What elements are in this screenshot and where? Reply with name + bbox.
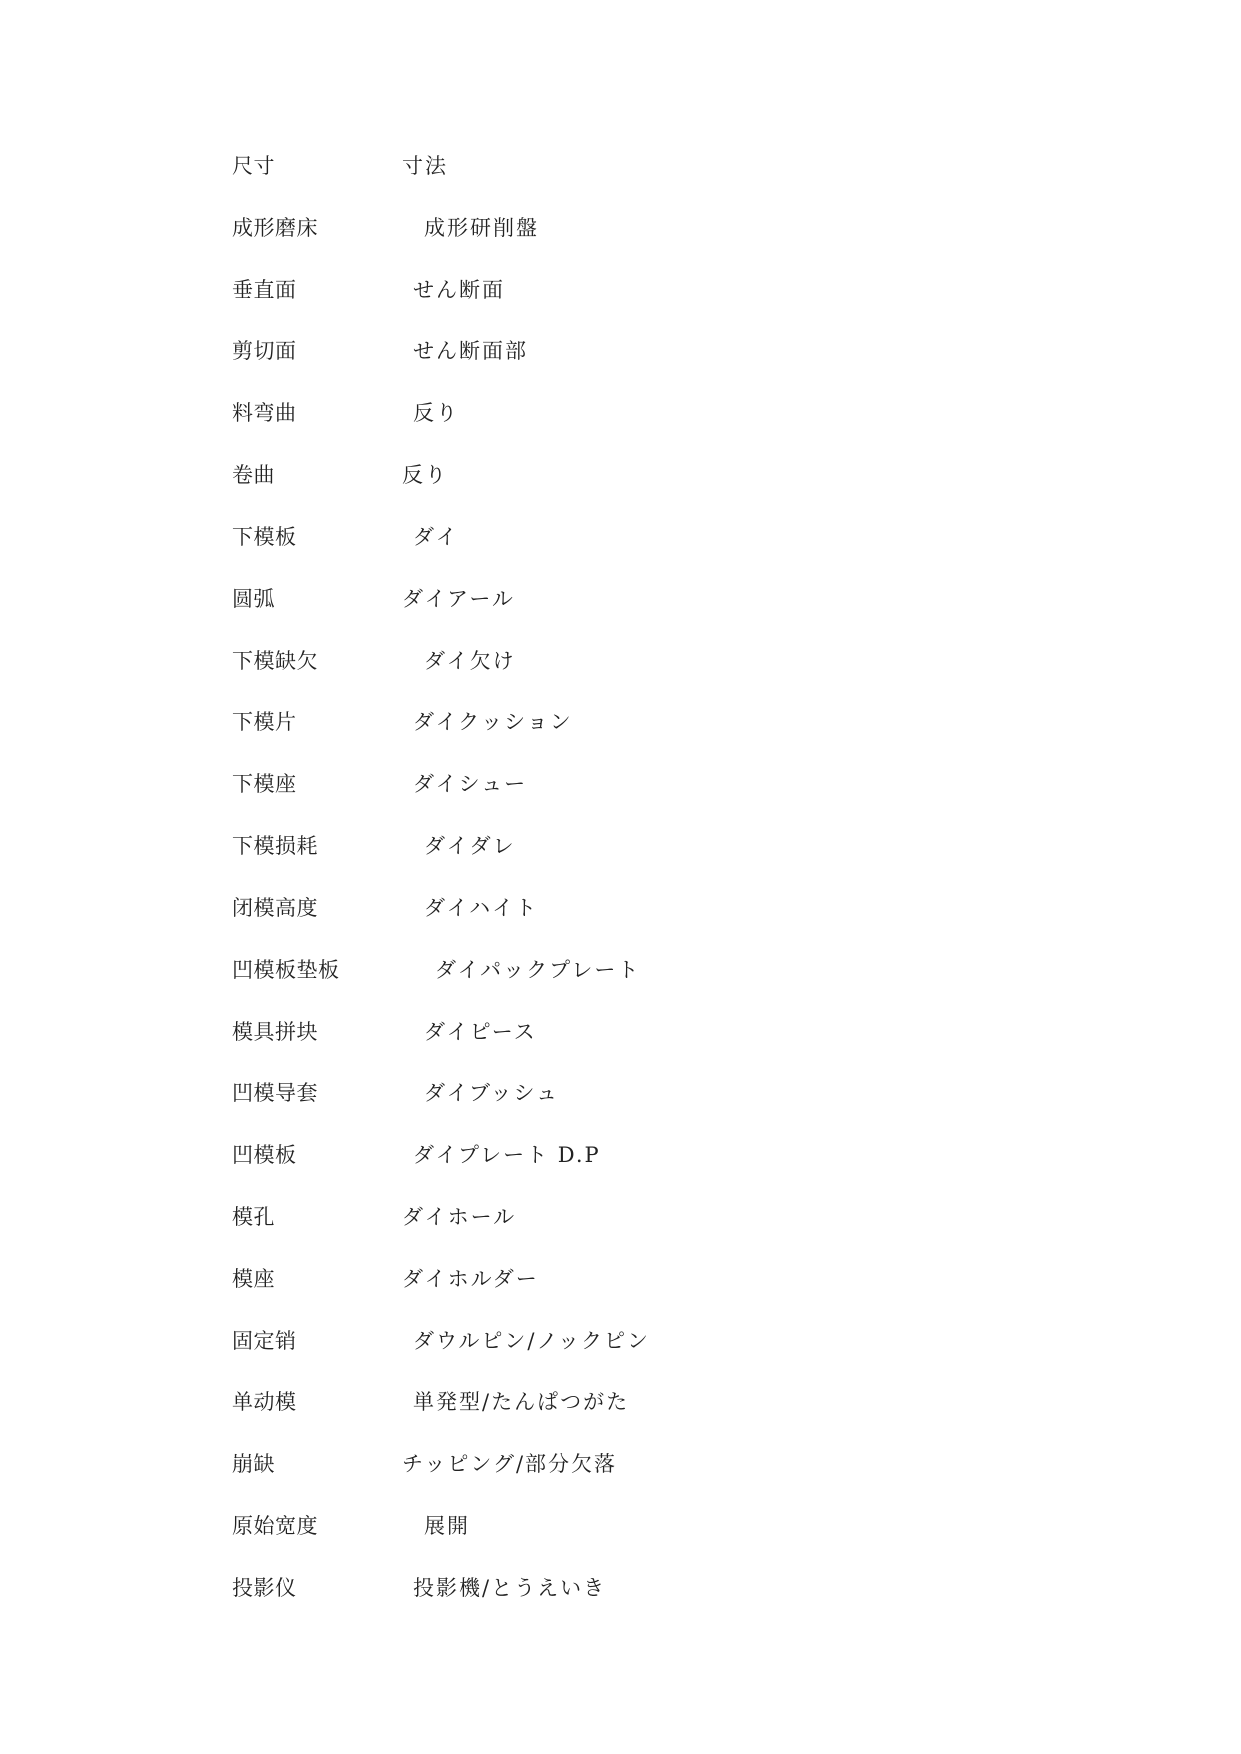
term-row: [0, 702, 1241, 742]
chinese-term: 模座: [232, 1267, 275, 1291]
japanese-term: ダイクッション: [413, 710, 573, 734]
japanese-term: ダイプレート D.P: [413, 1143, 601, 1167]
term-row: [0, 1321, 1241, 1361]
chinese-term: 成形磨床: [232, 216, 318, 240]
japanese-term: ダイアール: [402, 587, 515, 611]
chinese-term: 投影仪: [232, 1576, 297, 1600]
chinese-term: 模孔: [232, 1205, 275, 1229]
term-row: [0, 1012, 1241, 1052]
japanese-term: ダイ: [413, 525, 459, 549]
term-row: [0, 1568, 1241, 1608]
term-row: [0, 331, 1241, 371]
term-row: [0, 1135, 1241, 1175]
term-row: [0, 888, 1241, 928]
chinese-term: 尺寸: [232, 154, 275, 178]
term-row: [0, 455, 1241, 495]
japanese-term: せん断面部: [413, 339, 528, 363]
japanese-term: ダイダレ: [424, 834, 516, 858]
term-row: [0, 641, 1241, 681]
japanese-term: 投影機/とうえいき: [413, 1576, 607, 1600]
japanese-term: 単発型/たんぱつがた: [413, 1390, 630, 1414]
japanese-term: 反り: [413, 401, 459, 425]
chinese-term: 原始宽度: [232, 1514, 318, 1538]
term-row: [0, 1444, 1241, 1484]
term-row: [0, 270, 1241, 310]
japanese-term: チッピング/部分欠落: [402, 1452, 618, 1476]
chinese-term: 卷曲: [232, 463, 275, 487]
term-row: [0, 826, 1241, 866]
japanese-term: ダイピース: [424, 1020, 537, 1044]
term-row: [0, 1382, 1241, 1422]
japanese-term: 成形研削盤: [424, 216, 539, 240]
term-row: [0, 393, 1241, 433]
term-row: [0, 146, 1241, 186]
chinese-term: 剪切面: [232, 339, 297, 363]
term-row: [0, 764, 1241, 804]
chinese-term: 垂直面: [232, 278, 297, 302]
japanese-term: ダウルピン/ノックピン: [413, 1329, 650, 1353]
term-row: [0, 1259, 1241, 1299]
chinese-term: 闭模高度: [232, 896, 318, 920]
japanese-term: ダイホルダー: [402, 1267, 539, 1291]
chinese-term: 崩缺: [232, 1452, 275, 1476]
chinese-term: 下模损耗: [232, 834, 318, 858]
japanese-term: 寸法: [402, 154, 448, 178]
term-row: [0, 517, 1241, 557]
japanese-term: ダイ欠け: [424, 649, 516, 673]
japanese-term: 反り: [402, 463, 448, 487]
term-row: [0, 579, 1241, 619]
chinese-term: 凹模板垫板: [232, 958, 340, 982]
chinese-term: 圆弧: [232, 587, 275, 611]
chinese-term: 模具拼块: [232, 1020, 318, 1044]
japanese-term: ダイブッシュ: [424, 1081, 560, 1105]
japanese-term: 展開: [424, 1514, 470, 1538]
chinese-term: 凹模导套: [232, 1081, 318, 1105]
chinese-term: 下模座: [232, 772, 297, 796]
japanese-term: せん断面: [413, 278, 505, 302]
japanese-term: ダイハイト: [424, 896, 539, 920]
term-row: [0, 950, 1241, 990]
chinese-term: 下模片: [232, 710, 297, 734]
japanese-term: ダイホール: [402, 1205, 517, 1229]
japanese-term: ダイパックプレート: [435, 958, 641, 982]
chinese-term: 凹模板: [232, 1143, 297, 1167]
term-row: [0, 208, 1241, 248]
term-row: [0, 1197, 1241, 1237]
chinese-term: 料弯曲: [232, 401, 297, 425]
chinese-term: 单动模: [232, 1390, 297, 1414]
term-row: [0, 1506, 1241, 1546]
term-row: [0, 1073, 1241, 1113]
chinese-term: 下模板: [232, 525, 297, 549]
chinese-term: 固定销: [232, 1329, 297, 1353]
chinese-term: 下模缺欠: [232, 649, 318, 673]
japanese-term: ダイシュー: [413, 772, 528, 796]
